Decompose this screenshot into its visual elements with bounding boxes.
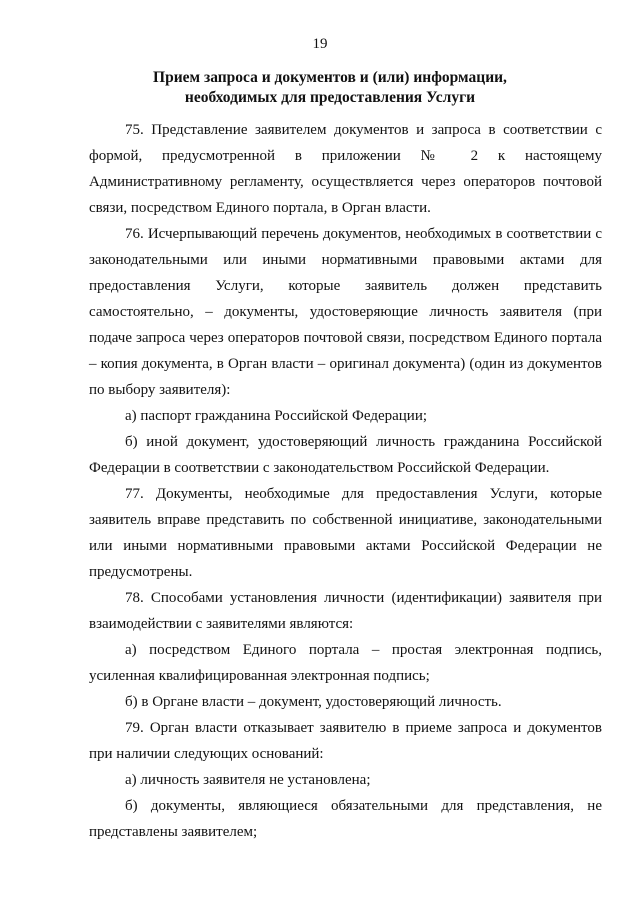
paragraph-78: 78. Способами установления личности (идентификации) заявителя при взаимодействии с заявителями являются: — [89, 590, 602, 632]
paragraph-79-item-a: а) личность заявителя не установлена; — [125, 772, 371, 788]
paragraph-77: 77. Документы, необходимые для предоставления Услуги, которые заявитель вправе представить по собственной инициативе, законодательными или иными нормативными правовыми актами Российской Федерации не предусмотрены. — [89, 486, 602, 580]
paragraph-76: 76. Исчерпывающий перечень документов, необходимых в соответствии с законодательными или иными нормативными правовыми актами для предоставления Услуги, которые заявитель должен представить самостоятельно, – документы, удостоверяющие личность заявителя (при подаче запроса через операторов почтовой связи, посредством Единого портала – копия документа, в Орган власти – оригинал документа) (один из документов по выбору заявителя): — [89, 226, 602, 398]
paragraph-76-item-b: б) иной документ, удостоверяющий личность гражданина Российской Федерации в соответствии с законодательством Российской Федерации. — [89, 434, 602, 476]
paragraph-75: 75. Представление заявителем документов и запроса в соответствии с формой, предусмотренной в приложении № 2 к настоящему Административному регламенту, осуществляется через операторов почтовой связи, посредством Единого портала, в Орган власти. — [89, 122, 602, 216]
paragraph-79: 79. Орган власти отказывает заявителю в приеме запроса и документов при наличии следующих оснований: — [89, 720, 602, 762]
paragraph-79-item-b: б) документы, являющиеся обязательными для представления, не представлены заявителем; — [89, 798, 602, 840]
section-heading — [90, 68, 570, 108]
section-heading-line-1: Прием запроса и документов и (или) информации, — [153, 69, 507, 86]
paragraph-76-item-a: а) паспорт гражданина Российской Федерации; — [125, 408, 428, 424]
document-body — [89, 117, 602, 845]
section-heading-line-2: необходимых для предоставления Услуги — [184, 89, 476, 106]
paragraph-78-item-a: а) посредством Единого портала – простая электронная подпись, усиленная квалифицированная электронная подпись; — [89, 642, 602, 684]
paragraph-78-item-b: б) в Органе власти – документ, удостоверяющий личность. — [125, 694, 502, 710]
page-number: 19 — [312, 36, 328, 52]
